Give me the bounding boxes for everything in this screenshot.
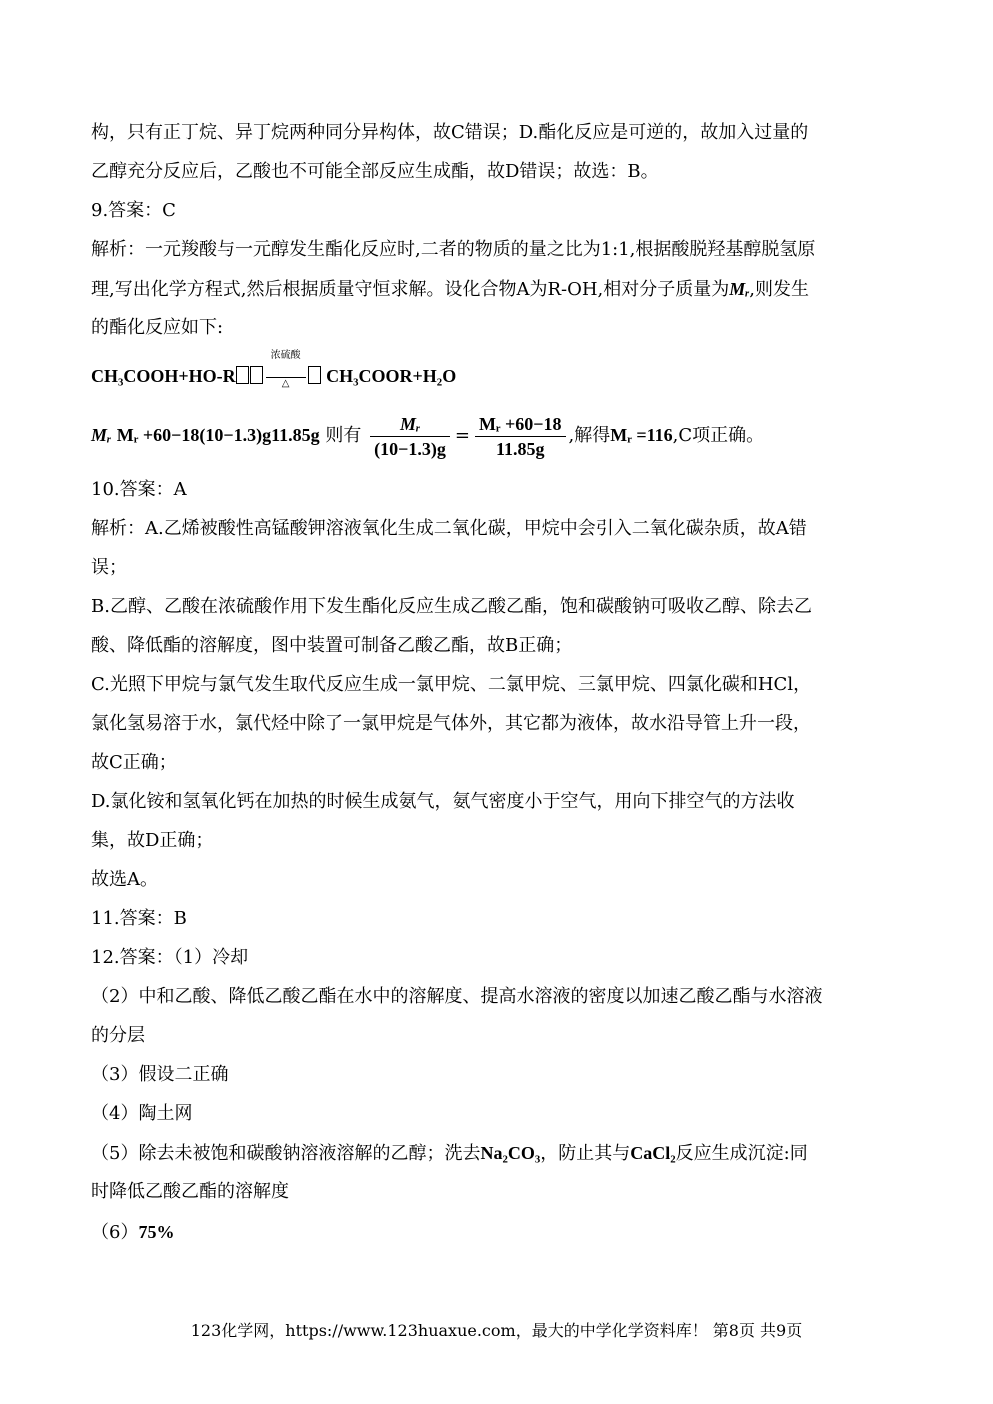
text-segment: 则有 [325, 425, 362, 446]
text-line: 乙醇充分反应后，乙酸也不可能全部反应生成酯，故D错误；故选：B。 [91, 161, 659, 182]
fraction-numerator: Mᵣ [370, 413, 450, 437]
equals-sign: = [454, 425, 470, 446]
products: CH₃COOR+H₂O [326, 366, 457, 386]
text-line: （2）中和乙酸、降低乙酸乙酯在水中的溶解度、提高水溶液的密度以加速乙酸乙酯与水溶液 [91, 986, 823, 1007]
fraction-denominator: 11.85g [495, 438, 545, 459]
mass-equation [91, 410, 764, 460]
text-line: C.光照下甲烷与氯气发生取代反应生成一氯甲烷、二氯甲烷、三氯甲烷、四氯化碳和HCl， [91, 674, 812, 695]
fraction-numerator: Mᵣ +60−18 [475, 413, 566, 437]
mass-value: 11.85g [271, 425, 320, 445]
placeholder-box-icon [236, 366, 249, 384]
text-line: 故选A。 [91, 869, 158, 890]
text-line: 酸、降低酯的溶解度，图中装置可制备乙酸乙酯，故B正确； [91, 635, 573, 656]
reaction-condition-top: 浓硫酸 [270, 350, 301, 361]
result-value: 75% [138, 1222, 175, 1242]
fraction [370, 413, 450, 460]
result-value: Mᵣ =116 [610, 425, 673, 445]
answer-10: 10.答案：A [91, 479, 187, 500]
text-line [91, 1220, 174, 1245]
reactants: CH₃COOH+HO-R [91, 366, 236, 386]
text-line: 的分层 [91, 1025, 145, 1046]
formula: CaCl₂ [630, 1143, 676, 1163]
mr-symbol: Mᵣ [729, 279, 750, 299]
text-segment: （6） [91, 1222, 139, 1243]
reaction-condition-bottom: △ [281, 378, 290, 389]
reaction-arrow [264, 350, 308, 389]
text-line [91, 1141, 808, 1166]
mr-symbol: Mᵣ [91, 425, 112, 445]
answer-9: 9.答案：C [91, 200, 176, 221]
text-line: （4）陶土网 [91, 1103, 193, 1124]
answer-12: 12.答案：（1）冷却 [91, 947, 249, 968]
mass-expression: Mᵣ +60−18 [116, 425, 200, 445]
text-line: 故C正确； [91, 752, 177, 773]
placeholder-box-icon [250, 366, 263, 384]
text-segment: ，防止其与 [540, 1143, 631, 1164]
text-line: 解析：一元羧酸与一元醇发生酯化反应时,二者的物质的量之比为1:1,根据酸脱羟基醇脱氢原 [91, 239, 816, 260]
text-line: B.乙醇、乙酸在浓硫酸作用下发生酯化反应生成乙酸乙酯，饱和碳酸钠可吸收乙醇、除去乙 [91, 596, 812, 617]
page-footer: 123化学网，https://www.123huaxue.com，最大的中学化学资料库！ 第8页 共9页 [190, 1321, 803, 1340]
reaction-equation [91, 350, 457, 389]
fraction [475, 413, 566, 460]
text-segment: ,解得 [568, 425, 611, 446]
text-segment: 理,写出化学方程式,然后根据质量守恒求解。设化合物A为R-OH,相对分子质量为 [91, 279, 730, 300]
text-segment: ,C项正确。 [672, 425, 765, 446]
fraction-denominator: (10−1.3)g [374, 438, 446, 459]
text-segment: 反应生成沉淀:同 [675, 1143, 808, 1164]
text-segment: （5）除去未被饱和碳酸钠溶液溶解的乙醇；洗去 [91, 1143, 481, 1164]
text-line: （3）假设二正确 [91, 1064, 229, 1085]
text-line [91, 277, 809, 302]
text-line: 氯化氢易溶于水，氯代烃中除了一氯甲烷是气体外，其它都为液体，故水沿导管上升一段， [91, 713, 811, 734]
text-line: 集，故D正确； [91, 830, 214, 851]
text-line: 时降低乙酸乙酯的溶解度 [91, 1181, 289, 1202]
text-line: 构，只有正丁烷、异丁烷两种同分异构体，故C错误；D.酯化反应是可逆的，故加入过量的 [91, 122, 809, 143]
mass-value: (10−1.3)g [199, 425, 272, 445]
placeholder-box-icon [308, 366, 321, 384]
text-segment: ,则发生 [749, 279, 810, 300]
text-line: 解析：A.乙烯被酸性高锰酸钾溶液氧化生成二氧化碳，甲烷中会引入二氧化碳杂质，故A错 [91, 518, 807, 539]
text-line: D.氯化铵和氢氧化钙在加热的时候生成氨气，氨气密度小于空气，用向下排空气的方法收 [91, 791, 795, 812]
text-line: 误； [91, 557, 127, 578]
answer-11: 11.答案：B [91, 908, 187, 929]
formula: Na₂CO₃ [480, 1143, 541, 1163]
text-line: 的酯化反应如下: [91, 317, 224, 338]
